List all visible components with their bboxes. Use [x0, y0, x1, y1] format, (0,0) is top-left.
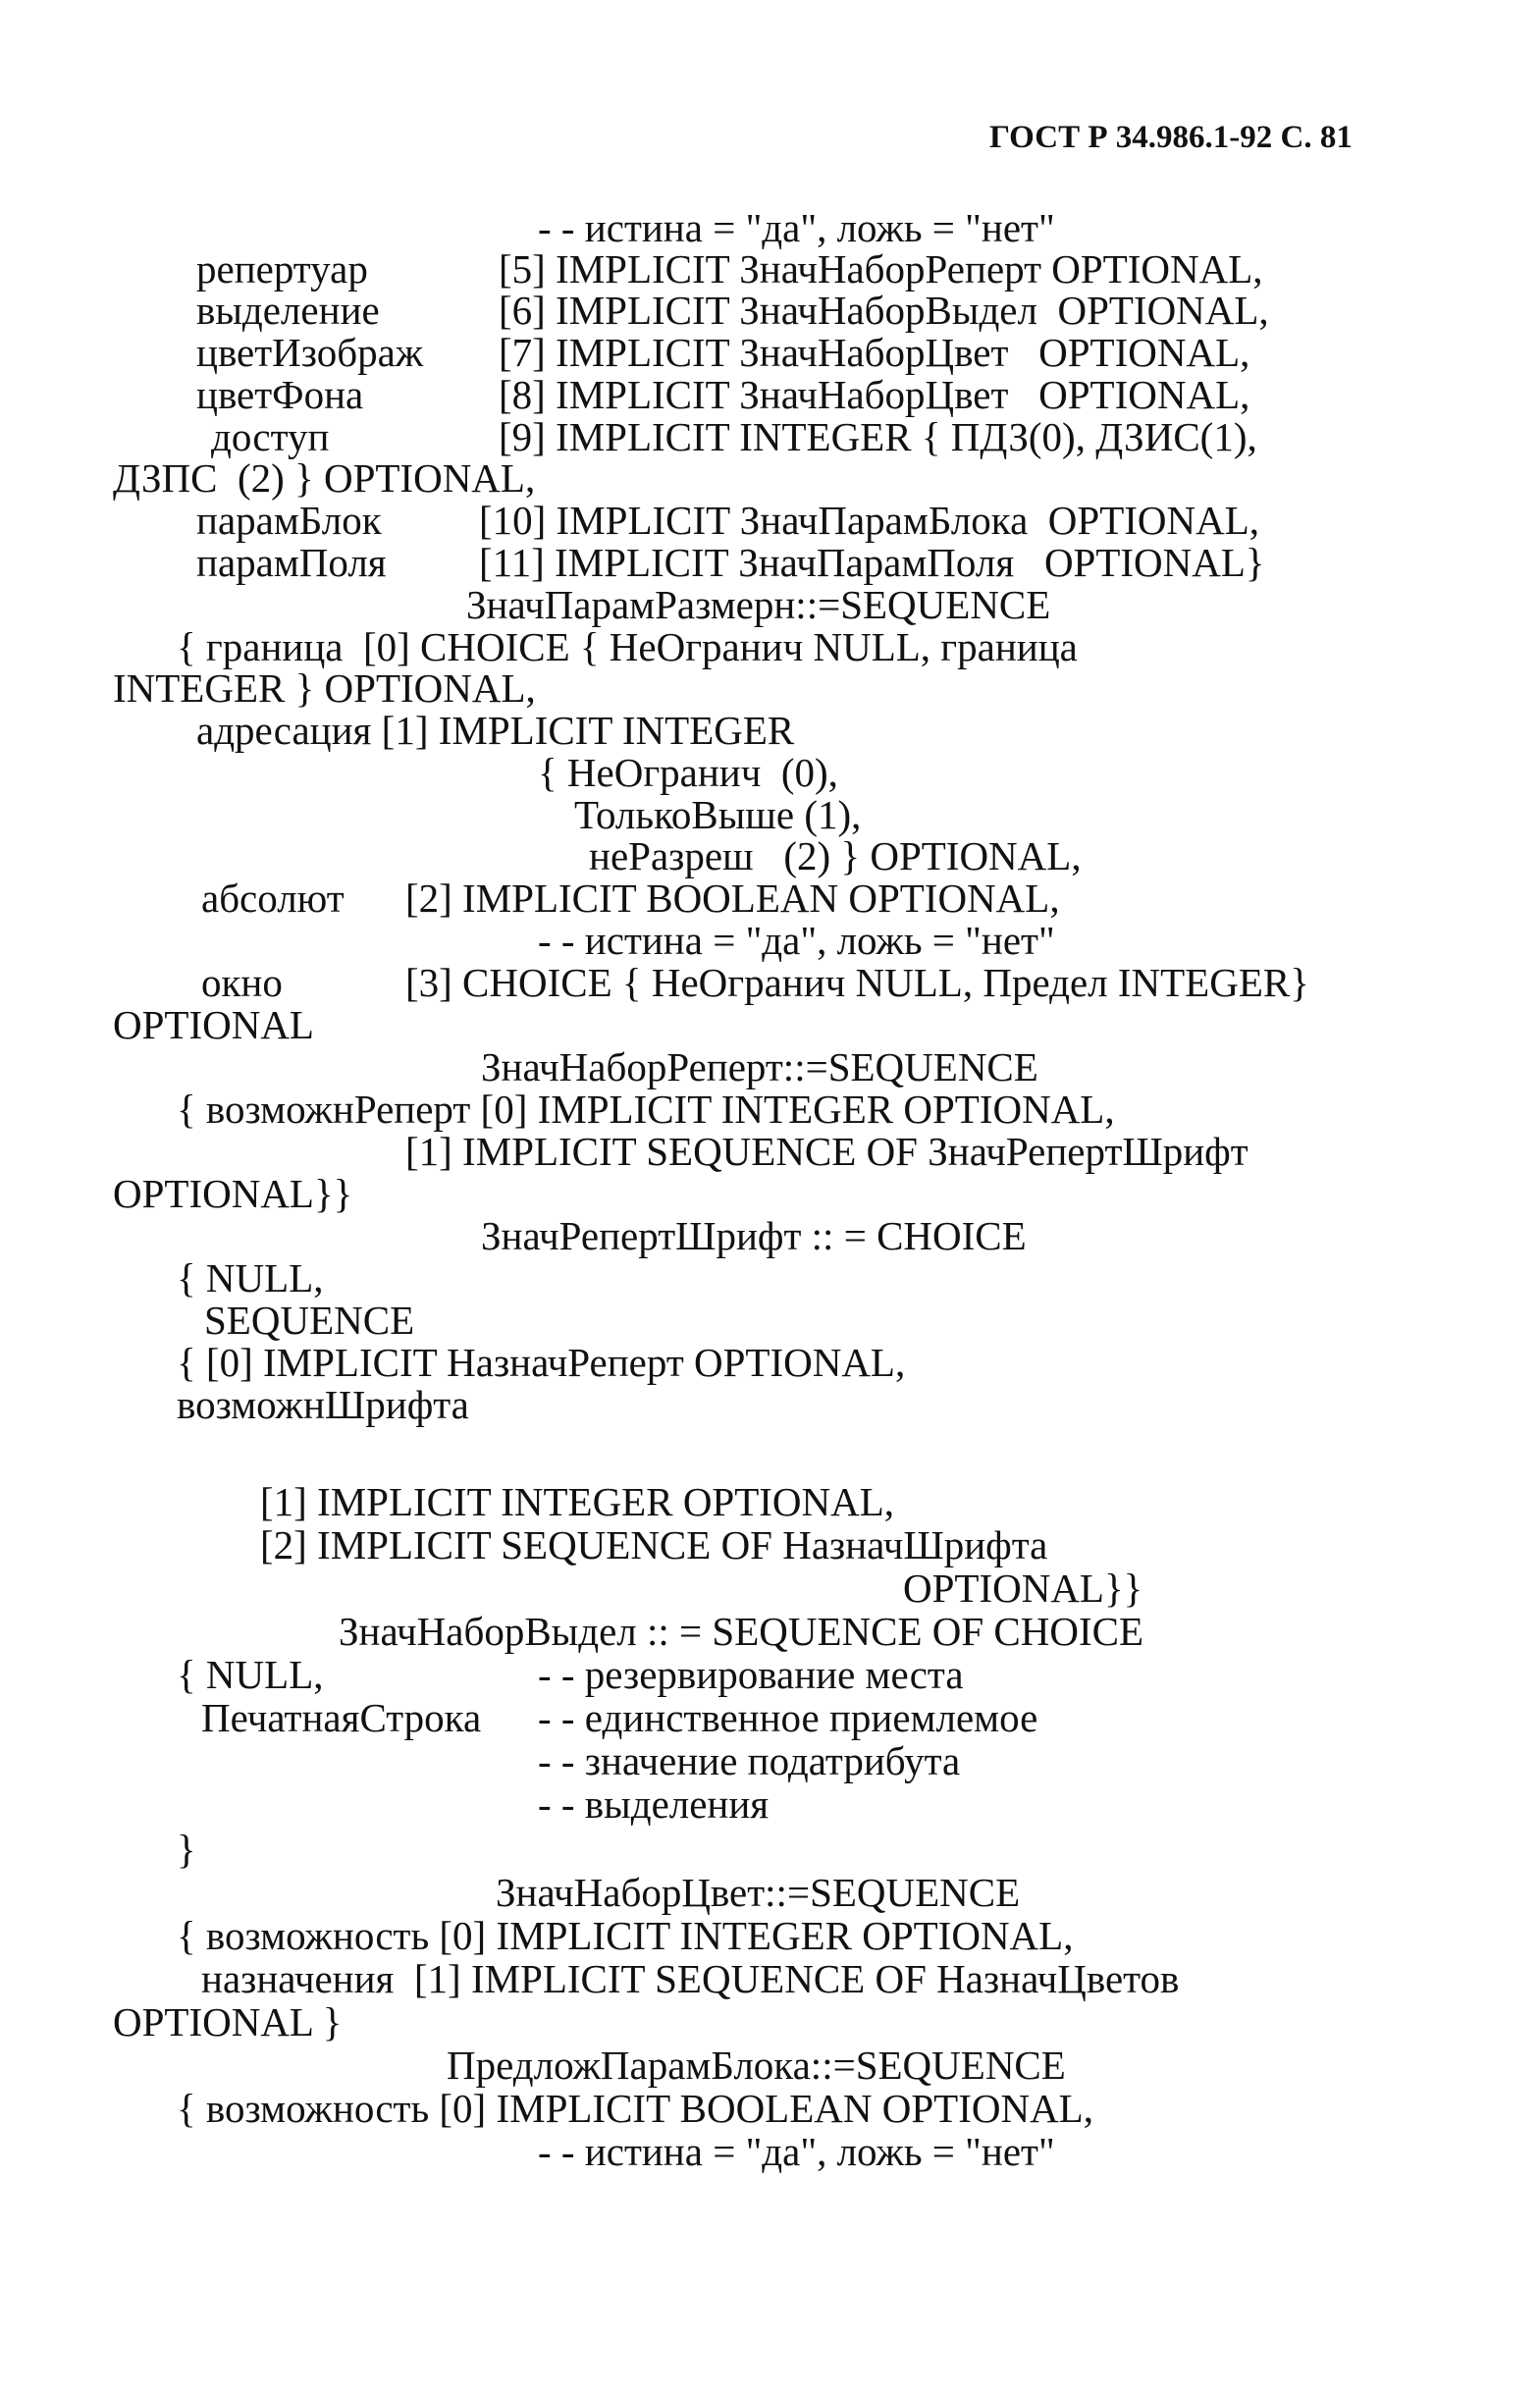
text-line: { возможность [0] IMPLICIT INTEGER OPTIONAL, — [177, 1913, 1074, 1958]
text-line: INTEGER } OPTIONAL, — [113, 665, 536, 711]
text-line: назначения [1] IMPLICIT SEQUENCE OF НазначЦветов — [201, 1956, 1180, 2001]
text-line: [10] IMPLICIT ЗначПарамБлока OPTIONAL, — [479, 498, 1260, 543]
text-line: абсолют — [201, 876, 345, 921]
text-line: цветИзображ — [196, 330, 424, 375]
text-line: OPTIONAL } — [113, 1999, 343, 2044]
text-line: [6] IMPLICIT ЗначНаборВыдел OPTIONAL, — [499, 288, 1269, 333]
text-line: [3] CHOICE { НеОгранич NULL, Предел INTEGER} — [405, 960, 1309, 1005]
text-line: адресация [1] IMPLICIT INTEGER — [196, 708, 795, 753]
text-line: [1] IMPLICIT SEQUENCE OF ЗначРепертШрифт — [405, 1129, 1248, 1174]
text-line: возможнШрифта — [177, 1382, 469, 1427]
text-line: { граница [0] CHOICE { НеОгранич NULL, граница — [177, 624, 1078, 669]
text-line: - - резервирование места — [538, 1652, 964, 1697]
text-line: [2] IMPLICIT BOOLEAN OPTIONAL, — [405, 876, 1060, 921]
text-line: доступ — [211, 414, 330, 459]
text-line: ЗначНаборВыдел :: = SEQUENCE OF CHOICE — [339, 1609, 1144, 1654]
text-line: ЗначНаборРеперт::=SEQUENCE — [481, 1044, 1038, 1089]
text-line: - - выделения — [538, 1781, 770, 1827]
text-line: } — [177, 1827, 196, 1872]
text-line: парамБлок — [196, 498, 382, 543]
text-line: - - единственное приемлемое — [538, 1695, 1038, 1740]
text-line: парамПоля — [196, 540, 387, 585]
text-line: ЗначНаборЦвет::=SEQUENCE — [496, 1870, 1021, 1915]
text-line: { возможность [0] IMPLICIT BOOLEAN OPTIONAL, — [177, 2086, 1093, 2131]
text-line: ПечатнаяСтрока — [201, 1695, 482, 1740]
text-line: ТолькоВыше (1), — [574, 792, 862, 837]
text-line: { NULL, — [177, 1652, 324, 1697]
text-line: цветФона — [196, 372, 364, 417]
text-line: OPTIONAL}} — [113, 1171, 353, 1216]
text-line: SEQUENCE — [204, 1298, 415, 1343]
text-line: ДЗПС (2) } OPTIONAL, — [113, 455, 536, 501]
text-line: OPTIONAL}} — [903, 1566, 1143, 1611]
text-line: - - истина = "да", ложь = "нет" — [538, 205, 1055, 250]
text-line: { NULL, — [177, 1255, 324, 1301]
text-line: [1] IMPLICIT INTEGER OPTIONAL, — [260, 1479, 895, 1524]
text-line: окно — [201, 960, 283, 1005]
text-line: [9] IMPLICIT INTEGER { ПДЗ(0), ДЗИС(1), — [499, 414, 1257, 459]
text-line: { НеОгранич (0), — [538, 750, 838, 795]
page-header: ГОСТ Р 34.986.1-92 С. 81 — [989, 120, 1353, 155]
text-line: ЗначПарамРазмерн::=SEQUENCE — [466, 582, 1051, 627]
text-line: репертуар — [196, 246, 368, 292]
text-line: ЗначРепертШрифт :: = CHOICE — [481, 1213, 1027, 1258]
text-line: [11] IMPLICIT ЗначПарамПоля OPTIONAL} — [479, 540, 1265, 585]
text-line: ПредложПарамБлока::=SEQUENCE — [447, 2043, 1066, 2088]
text-line: неРазреш (2) } OPTIONAL, — [589, 833, 1082, 878]
text-line: OPTIONAL — [113, 1002, 314, 1047]
text-line: [2] IMPLICIT SEQUENCE OF НазначШрифта — [260, 1522, 1048, 1567]
text-line: { возможнРеперт [0] IMPLICIT INTEGER OPTIONAL, — [177, 1087, 1115, 1132]
text-line: - - значение податрибута — [538, 1738, 961, 1783]
text-line: выделение — [196, 288, 380, 333]
text-line: [8] IMPLICIT ЗначНаборЦвет OPTIONAL, — [499, 372, 1250, 417]
text-line: - - истина = "да", ложь = "нет" — [538, 918, 1055, 963]
text-line: [7] IMPLICIT ЗначНаборЦвет OPTIONAL, — [499, 330, 1250, 375]
text-line: - - истина = "да", ложь = "нет" — [538, 2129, 1055, 2174]
text-line: { [0] IMPLICIT НазначРеперт OPTIONAL, — [177, 1340, 906, 1385]
text-line: [5] IMPLICIT ЗначНаборРеперт OPTIONAL, — [499, 246, 1263, 292]
